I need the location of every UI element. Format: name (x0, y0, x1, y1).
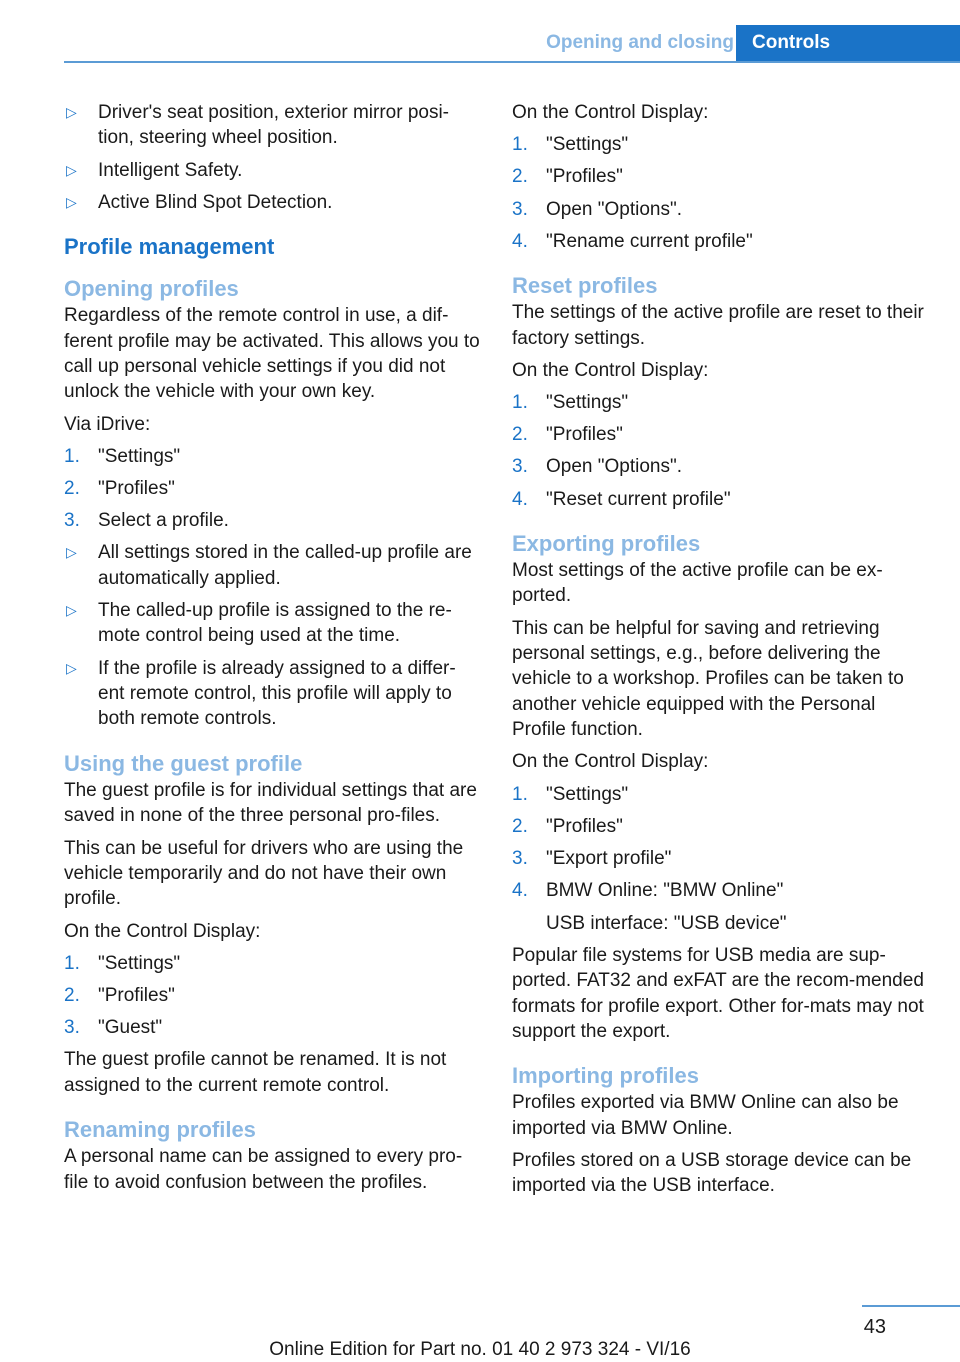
paragraph: On the Control Display: (64, 920, 261, 942)
reset-steps-list (512, 390, 932, 512)
list-item: ▷ The called-up profile is assigned to the re-mote control being used at the time. (66, 600, 452, 647)
right-column (512, 100, 932, 1206)
paragraph: The settings of the active profile are reset to their factory settings. (512, 302, 924, 349)
export-steps-list (512, 782, 932, 904)
list-item: 4. "Rename current profile" (512, 230, 753, 252)
list-item: ▷ Intelligent Safety. (64, 158, 482, 183)
list-item: ▷ Driver's seat position, exterior mirror posi-tion, steering wheel position. (66, 102, 449, 149)
paragraph: Via iDrive: (64, 413, 151, 435)
heading-importing-profiles: Importing profiles (512, 1063, 699, 1089)
paragraph: On the Control Display: (512, 359, 709, 381)
paragraph: Profiles exported via BMW Online can also be imported via BMW Online. (512, 1092, 899, 1139)
page-number: 43 (863, 1316, 886, 1338)
list-item: 2. "Profiles" (64, 478, 175, 500)
edition-footer: Online Edition for Part no. 01 40 2 973 324 - VI/16 (269, 1339, 691, 1360)
list-item: 2. "Profiles" (512, 815, 623, 837)
list-item: 2. "Profiles" (64, 984, 175, 1006)
header-divider (64, 61, 960, 63)
list-item: 4. "Reset current profile" (512, 488, 731, 510)
left-column (64, 100, 482, 1202)
paragraph: On the Control Display: (512, 102, 709, 123)
list-item: 1. "Settings" (64, 952, 181, 974)
list-item: 1. "Settings" (512, 134, 629, 156)
list-item: 3. Open "Options". (512, 456, 683, 478)
list-item: ▷ All settings stored in the called-up profile are automatically applied. (66, 542, 472, 589)
paragraph: This can be helpful for saving and retrieving personal settings, e.g., before delivering the vehicle to a workshop. Profiles can be taken to another vehicle equipped with the Personal Profile function. (512, 617, 904, 741)
heading-profile-management: Profile management (64, 234, 275, 260)
paragraph: On the Control Display: (512, 751, 709, 773)
paragraph: Popular file systems for USB media are sup-ported. FAT32 and exFAT are the recom-mended formats for profile export. Other for-mats may not support the export. (512, 944, 924, 1042)
paragraph: The guest profile is for individual settings that are saved in none of the three personal pro-files. (64, 779, 477, 827)
paragraph: Most settings of the active profile can be ex-ported. (512, 560, 883, 607)
triangle-bullet-icon: ▷ (66, 602, 77, 619)
rename-steps-list (512, 132, 932, 254)
export-step-sub: USB interface: "USB device" (546, 912, 787, 934)
triangle-bullet-icon: ▷ (66, 161, 77, 178)
heading-guest-profile: Using the guest profile (64, 750, 303, 776)
triangle-bullet-icon: ▷ (66, 193, 77, 210)
opening-steps-list (64, 444, 482, 534)
paragraph: A personal name can be assigned to every pro-file to avoid confusion between the profiles. (64, 1146, 463, 1193)
triangle-bullet-icon: ▷ (66, 659, 77, 676)
list-item: 1. "Settings" (64, 445, 181, 467)
header-chapter-tab: Controls (736, 25, 960, 61)
paragraph: Regardless of the remote control in use, a dif-ferent profile may be activated. This allows you to call up personal vehicle settings if you did not unlock the vehicle with your own key. (64, 305, 480, 403)
triangle-bullet-icon: ▷ (66, 104, 77, 120)
heading-reset-profiles: Reset profiles (512, 273, 658, 299)
heading-opening-profiles: Opening profiles (64, 276, 239, 302)
paragraph: The guest profile cannot be renamed. It is not assigned to the current remote control. (64, 1049, 447, 1096)
list-item: ▷ Active Blind Spot Detection. (64, 190, 482, 215)
list-item: ▷ If the profile is already assigned to a differ-ent remote control, this profile will apply to both remote controls. (66, 657, 456, 730)
footer-divider (862, 1305, 960, 1307)
list-item: 1. "Settings" (512, 783, 629, 805)
list-item: 3. Select a profile. (64, 510, 229, 532)
header-section-title: Opening and closing (546, 32, 734, 53)
opening-notes-list (64, 540, 482, 731)
list-item: 3. Open "Options". (512, 198, 683, 220)
list-item: 2. "Profiles" (512, 424, 623, 446)
list-item: 1. "Settings" (512, 392, 629, 414)
list-item: 3. "Guest" (64, 1017, 163, 1039)
heading-renaming-profiles: Renaming profiles (64, 1117, 256, 1143)
guest-steps-list (64, 951, 482, 1041)
triangle-bullet-icon: ▷ (66, 544, 77, 561)
list-item: 2. "Profiles" (512, 166, 623, 188)
list-item: 3. "Export profile" (512, 848, 672, 870)
list-item: 4. BMW Online: "BMW Online" (512, 880, 784, 902)
heading-exporting-profiles: Exporting profiles (512, 531, 701, 557)
paragraph: This can be useful for drivers who are using the vehicle temporarily and do not have their own profile. (64, 837, 464, 910)
intro-bullet-list (64, 100, 482, 215)
paragraph: Profiles stored on a USB storage device can be imported via the USB interface. (512, 1149, 912, 1197)
